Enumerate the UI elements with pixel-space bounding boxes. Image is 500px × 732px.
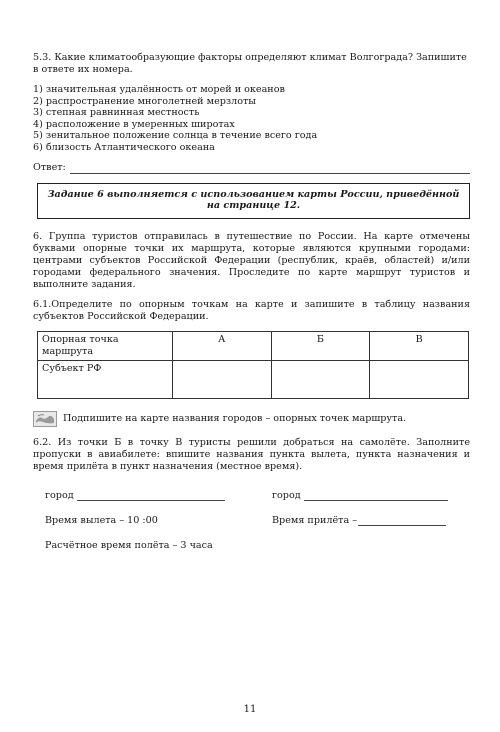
departure-city-field[interactable] — [77, 490, 225, 501]
cell-subject-b[interactable] — [271, 360, 370, 398]
cell-subject-a[interactable] — [172, 360, 271, 398]
answer-row — [33, 162, 470, 174]
departure-city-label: город — [45, 490, 74, 501]
ticket-duration-row — [45, 540, 465, 551]
answer-label: Ответ: — [33, 161, 66, 173]
arrival-time-label: Время прилёта – — [272, 515, 358, 526]
air-ticket — [45, 490, 465, 565]
departure-time — [45, 515, 272, 526]
table-header-row — [38, 331, 469, 360]
table-header-v: В — [370, 331, 469, 360]
cell-subject-v[interactable] — [370, 360, 469, 398]
table-header-a: А — [172, 331, 271, 360]
ticket-time-row — [45, 515, 465, 526]
question-6-text: 6. Группа туристов отправилась в путешествие по России. На карте отмечены буквами опорные точки их маршрута, которые являются крупными городами: центрами субъектов Российской Федерации (республик, краёв, областей) и/или городами федерального значения. Проследите по карте маршрут туристов и выполните задания. — [33, 230, 470, 290]
option-3: 3) степная равнинная местность — [33, 107, 200, 119]
arrival-city-field[interactable] — [304, 490, 448, 501]
table-header-b: Б — [271, 331, 370, 360]
arrival-city — [272, 490, 465, 501]
ticket-city-row — [45, 490, 465, 501]
map-icon — [33, 411, 57, 427]
option-5: 5) зенитальное положение солнца в течение всего года — [33, 130, 318, 142]
question-5-3-options — [33, 84, 470, 154]
option-2: 2) распространение многолетней мерзлоты — [33, 95, 256, 107]
question-6-1-text: 6.1.Определите по опорным точкам на карте и запишите в таблицу названия субъектов Российской Федерации. — [33, 298, 470, 322]
map-instruction — [33, 411, 470, 427]
table-row-label: Субъект РФ — [38, 360, 173, 398]
question-5-3-title: 5.3. Какие климатообразующие факторы определяют климат Волгограда? Запишите в ответе их номера. — [33, 52, 467, 75]
task-6-notice-line-1: Задание 6 выполняется с использованием карты России, приведённой — [47, 188, 460, 200]
option-4: 4) расположение в умеренных широтах — [33, 118, 235, 130]
flight-duration-text: Расчётное время полёта – 3 часа — [45, 540, 213, 551]
departure-time-text: Время вылета – 10 :00 — [45, 515, 158, 526]
task-6-notice-line-2: на странице 12. — [206, 200, 301, 212]
table-row — [38, 360, 469, 398]
arrival-time — [272, 515, 465, 526]
arrival-time-field[interactable] — [358, 515, 446, 526]
task-6-notice-box — [37, 183, 470, 219]
page-number: 11 — [243, 704, 257, 715]
map-instruction-text: Подпишите на карте названия городов – опорных точек маршрута. — [63, 412, 407, 424]
departure-city — [45, 490, 272, 501]
route-subjects-table — [37, 331, 469, 399]
option-1: 1) значительная удалённость от морей и океанов — [33, 84, 285, 95]
table-header-route-point: Опорная точка маршрута — [38, 331, 173, 360]
question-6-2-text: 6.2. Из точки Б в точку В туристы решили добраться на самолёте. Заполните пропуски в авиабилете: впишите названия пункта вылета, пункта назначения и время прилёта в пункт назначения (местное время). — [33, 436, 470, 472]
arrival-city-label: город — [272, 490, 301, 501]
answer-field[interactable] — [70, 163, 470, 174]
option-6: 6) близость Атлантического океана — [33, 141, 215, 153]
